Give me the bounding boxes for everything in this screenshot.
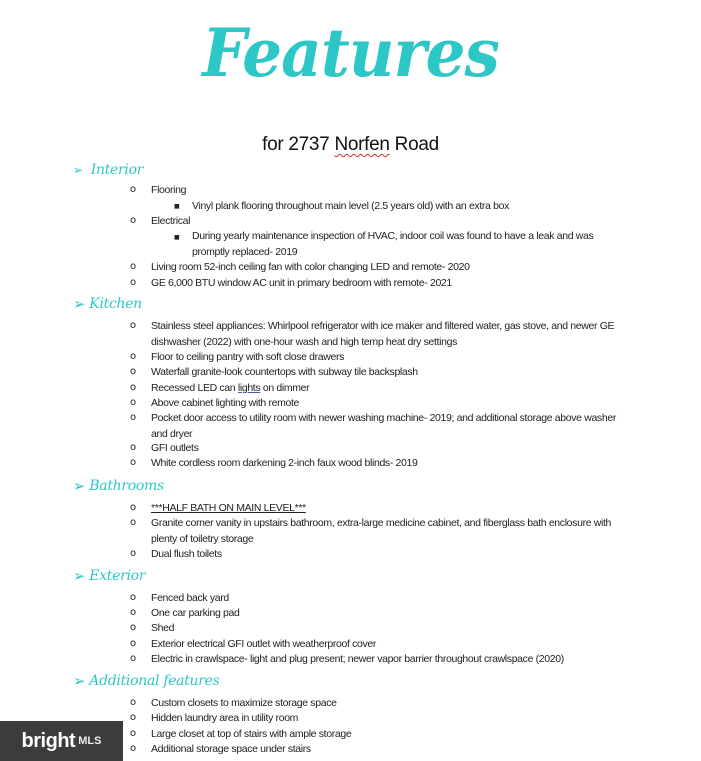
page-title: Features <box>202 14 499 92</box>
list-item: Custom closets to maximize storage space <box>151 697 337 709</box>
logo-mls: MLS <box>78 735 102 747</box>
list-item: Shed <box>151 622 175 634</box>
arrow-bullet-icon: ➢ <box>73 295 86 313</box>
list-item <box>151 381 626 397</box>
list-item: Hidden laundry area in utility room <box>151 712 299 724</box>
section-title: Exterior <box>89 568 146 584</box>
list-item: White cordless room darkening 2-inch faux wood blinds- 2019 <box>151 457 418 469</box>
circle-bullet-icon: o <box>130 277 137 288</box>
circle-bullet-icon: o <box>130 457 137 468</box>
section-heading-bathrooms <box>73 477 164 495</box>
list-item: Stainless steel appliances: Whirlpool refrigerator with ice maker and filtered water, gas stove, and newer GE dishwasher (2022) with one-hour wash and high temp heat dry settings <box>151 320 615 348</box>
circle-bullet-icon: o <box>130 442 137 453</box>
circle-bullet-icon: o <box>130 351 137 362</box>
circle-bullet-icon: o <box>130 502 137 513</box>
led-text-before: Recessed LED can <box>151 382 238 394</box>
circle-bullet-icon: o <box>130 215 137 226</box>
circle-bullet-icon: o <box>130 728 137 739</box>
circle-bullet-icon: o <box>130 697 137 708</box>
arrow-bullet-icon: ➢ <box>73 567 86 585</box>
circle-bullet-icon: o <box>130 712 137 723</box>
section-heading-kitchen <box>73 295 142 313</box>
square-bullet-icon: ■ <box>174 203 180 210</box>
circle-bullet-icon: o <box>130 743 137 754</box>
circle-bullet-icon: o <box>130 622 137 633</box>
list-item: Fenced back yard <box>151 592 229 604</box>
logo-word: bright <box>21 729 76 752</box>
circle-bullet-icon: o <box>130 320 137 331</box>
list-item: Flooring <box>151 184 187 196</box>
section-title: Kitchen <box>89 296 142 312</box>
section-heading-additional-features <box>73 672 220 690</box>
list-item: Above cabinet lighting with remote <box>151 397 300 409</box>
circle-bullet-icon: o <box>130 592 137 603</box>
section-title: Additional features <box>89 673 220 689</box>
arrow-bullet-icon: ➢ <box>73 477 86 495</box>
arrow-bullet-icon: ➢ <box>73 672 86 690</box>
list-item: Granite corner vanity in upstairs bathroom, extra-large medicine cabinet, and fiberglass bath enclosure with plenty of toiletry storage <box>151 517 612 545</box>
circle-bullet-icon: o <box>130 412 137 423</box>
circle-bullet-icon: o <box>130 366 137 377</box>
square-bullet-icon: ■ <box>174 234 180 241</box>
circle-bullet-icon: o <box>130 397 137 408</box>
list-item: Vinyl plank flooring throughout main level (2.5 years old) with an extra box <box>192 200 509 212</box>
led-text-after: on dimmer <box>260 382 310 394</box>
list-item: Living room 52-inch ceiling fan with color changing LED and remote- 2020 <box>151 261 470 273</box>
list-item: Electric in crawlspace- light and plug present; newer vapor barrier throughout crawlspace (2020) <box>151 653 564 665</box>
address-suffix: Road <box>389 134 439 155</box>
section-title: Bathrooms <box>89 478 164 494</box>
property-address <box>0 134 701 156</box>
list-item: GFI outlets <box>151 442 199 454</box>
list-item: GE 6,000 BTU window AC unit in primary bedroom with remote- 2021 <box>151 277 452 289</box>
list-item: Pocket door access to utility room with newer washing machine- 2019; and additional storage above washer and dryer <box>151 412 616 440</box>
list-item: One car parking pad <box>151 607 240 619</box>
address-street-name: Norfen <box>334 134 390 155</box>
led-lights-word: lights <box>237 382 261 394</box>
circle-bullet-icon: o <box>130 184 137 195</box>
circle-bullet-icon: o <box>130 638 137 649</box>
list-item <box>151 501 626 517</box>
bright-mls-logo <box>0 721 123 761</box>
half-bath-note: ***HALF BATH ON MAIN LEVEL*** <box>151 502 306 514</box>
list-item: Waterfall granite-look countertops with subway tile backsplash <box>151 366 418 378</box>
circle-bullet-icon: o <box>130 382 137 393</box>
list-item: Dual flush toilets <box>151 548 222 560</box>
list-item: Floor to ceiling pantry with soft close drawers <box>151 351 345 363</box>
list-item: Additional storage space under stairs <box>151 743 311 755</box>
list-item: Exterior electrical GFI outlet with weatherproof cover <box>151 638 377 650</box>
list-item: Electrical <box>151 215 191 227</box>
circle-bullet-icon: o <box>130 517 137 528</box>
list-item: Large closet at top of stairs with ample storage <box>151 728 352 740</box>
arrow-bullet-icon: ➢ <box>73 163 83 177</box>
circle-bullet-icon: o <box>130 548 137 559</box>
address-prefix: for 2737 <box>262 134 335 155</box>
section-heading-exterior <box>73 567 145 585</box>
circle-bullet-icon: o <box>130 653 137 664</box>
section-heading-interior <box>73 162 143 178</box>
section-title: Interior <box>90 162 144 178</box>
circle-bullet-icon: o <box>130 607 137 618</box>
list-item: During yearly maintenance inspection of HVAC, indoor coil was found to have a leak and was promptly replaced- 2019 <box>192 230 594 258</box>
circle-bullet-icon: o <box>130 261 137 272</box>
